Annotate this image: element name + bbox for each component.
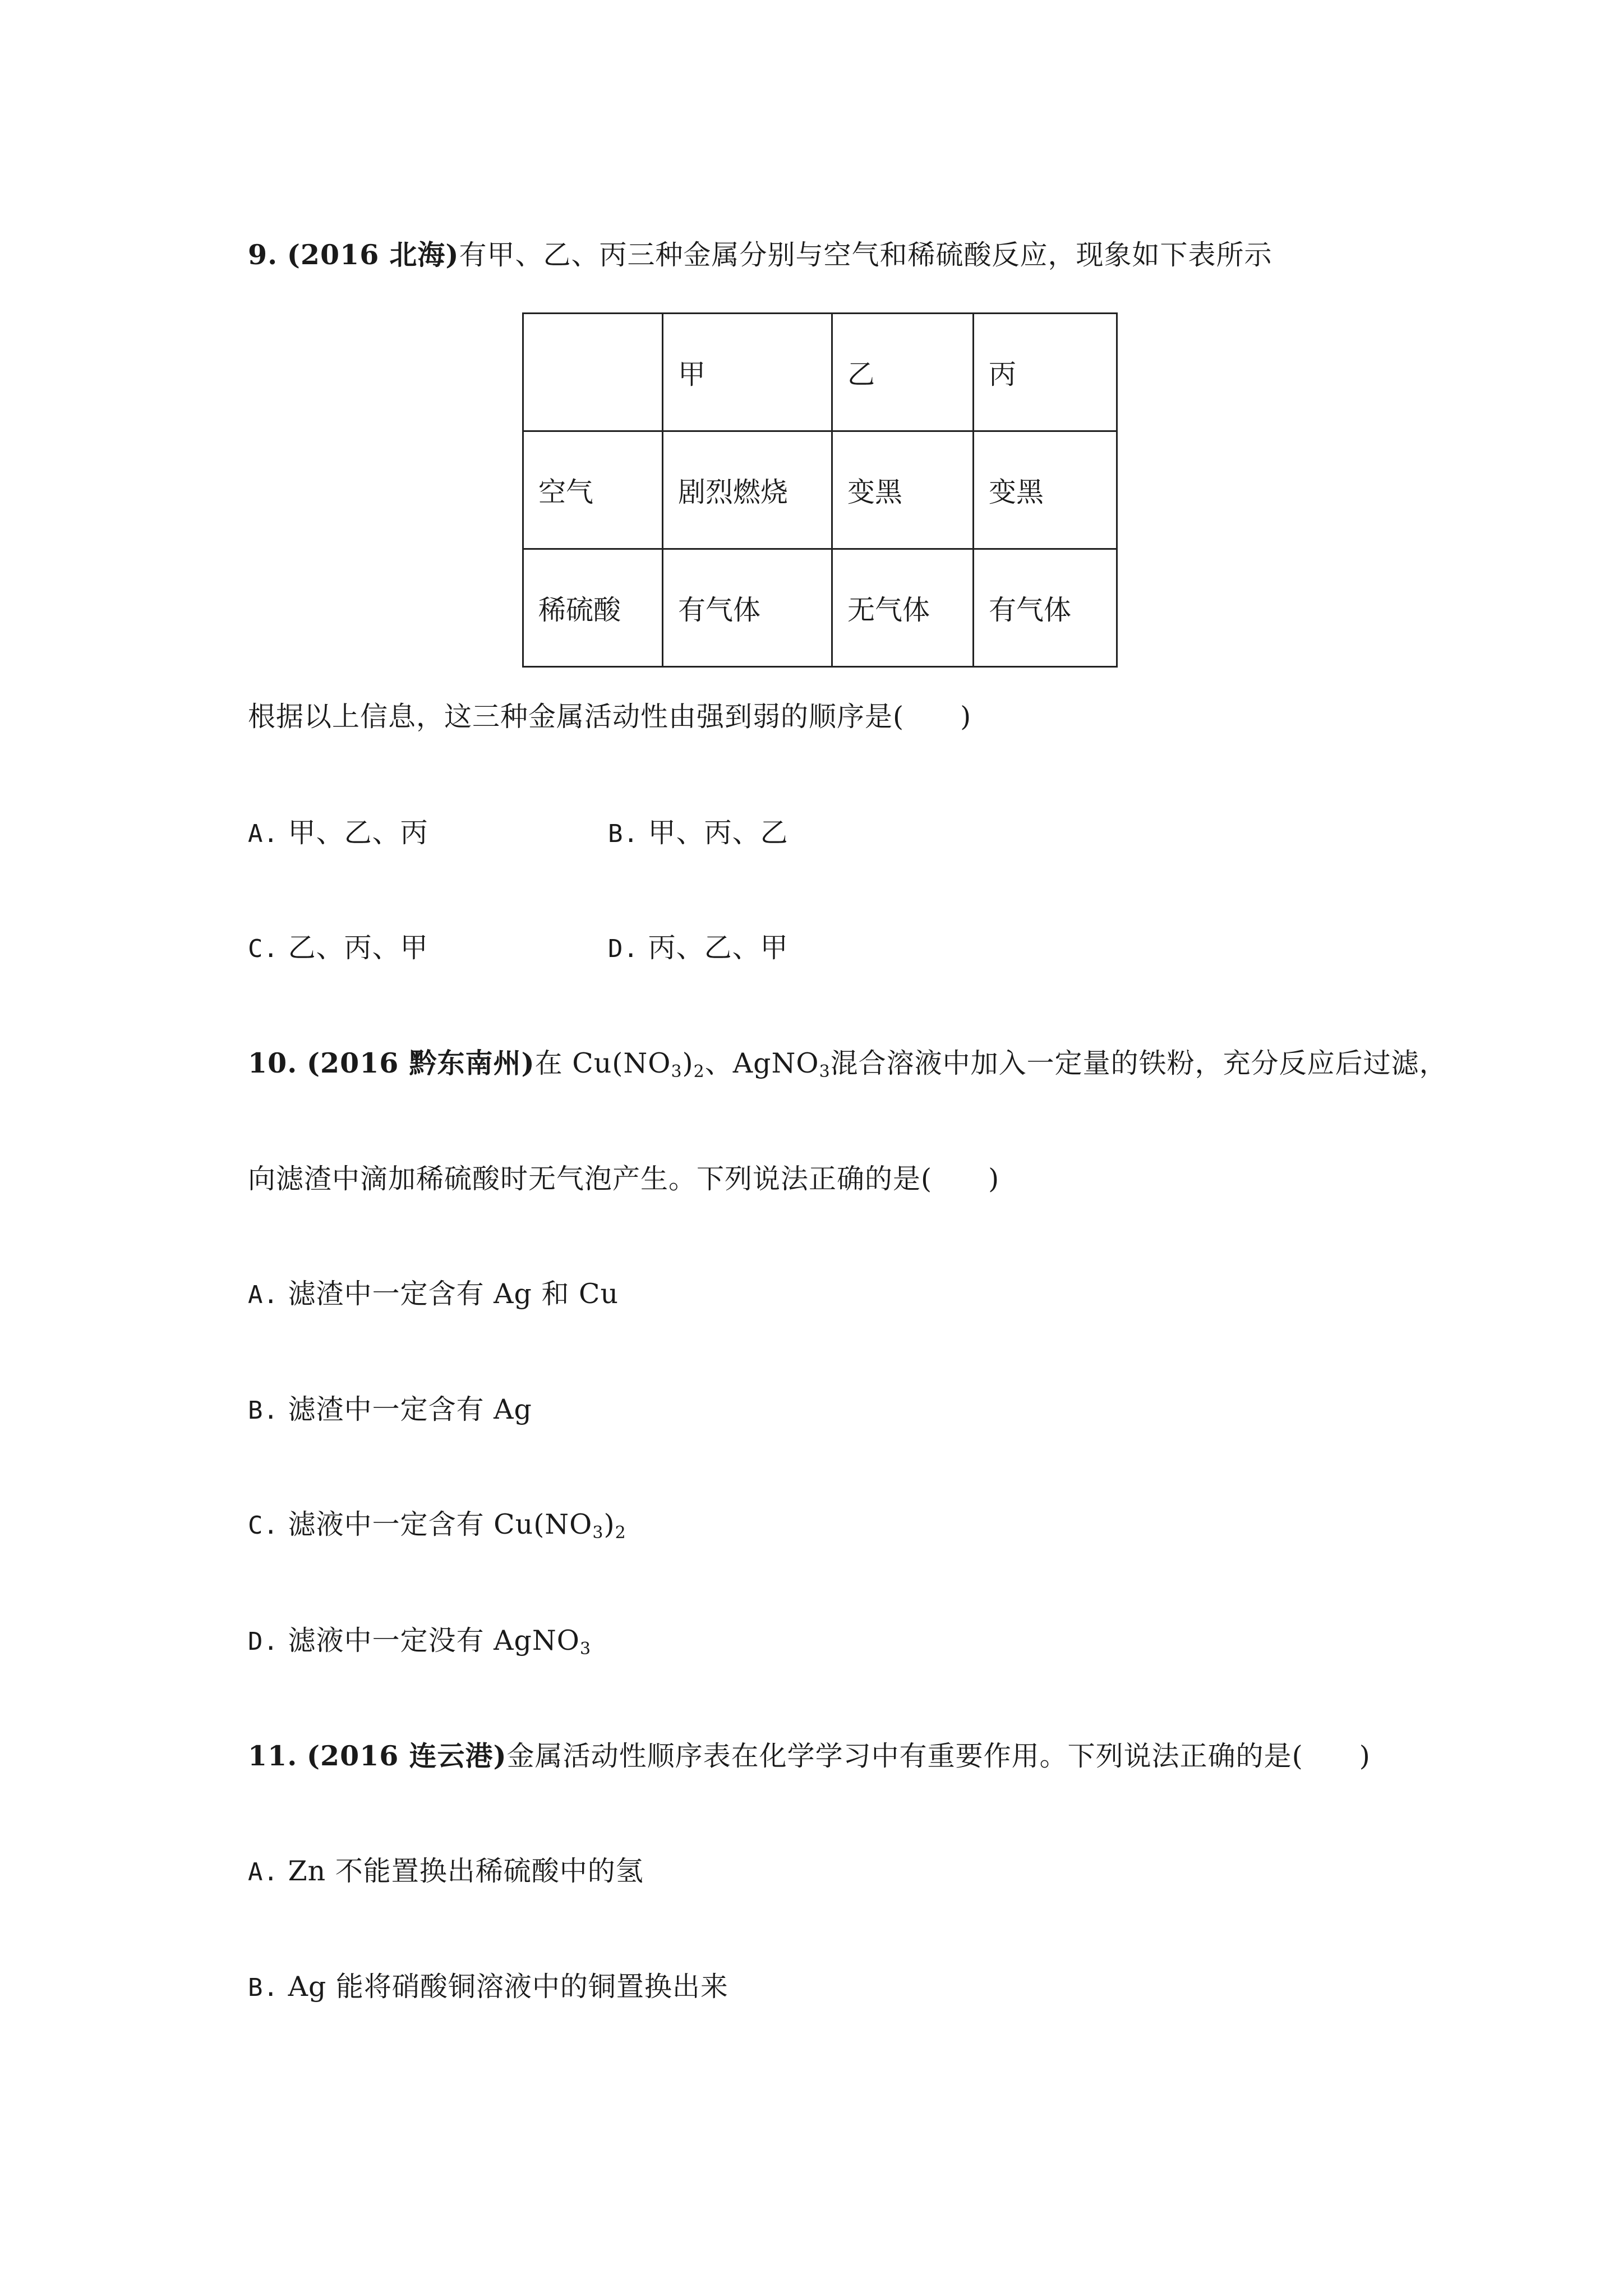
table-cell: 丙 bbox=[974, 314, 1117, 431]
option-c bbox=[248, 1508, 626, 1543]
table-cell bbox=[523, 314, 663, 431]
question-source: (2016 黔东南州) bbox=[306, 1047, 535, 1079]
subscript: 3 bbox=[579, 1639, 592, 1659]
question-10-stem bbox=[248, 1046, 1447, 1080]
question-number: 9. bbox=[248, 238, 278, 271]
option-letter: C. bbox=[248, 1511, 279, 1540]
option-text: 滤渣中一定含有 Ag bbox=[288, 1393, 532, 1425]
question-source: (2016 连云港) bbox=[306, 1740, 507, 1772]
question-text: 金属活动性顺序表在化学学习中有重要作用。下列说法正确的是( ) bbox=[506, 1740, 1371, 1772]
option-a bbox=[248, 1855, 644, 1889]
question-text: 有甲、乙、丙三种金属分别与空气和稀硫酸反应，现象如下表所示 bbox=[459, 239, 1272, 271]
option-text: ) bbox=[603, 1508, 615, 1540]
option-b bbox=[248, 1970, 728, 2005]
subscript: 2 bbox=[615, 1523, 626, 1543]
option-a bbox=[248, 816, 428, 851]
option-text: 丙、乙、甲 bbox=[648, 932, 789, 964]
option-letter: A. bbox=[248, 820, 279, 848]
option-a bbox=[248, 1277, 619, 1312]
option-b bbox=[248, 1393, 532, 1428]
question-9-stem bbox=[248, 238, 1272, 272]
table-cell: 变黑 bbox=[832, 431, 974, 549]
option-letter: B. bbox=[248, 1973, 279, 2002]
table-cell: 甲 bbox=[663, 314, 832, 431]
table-cell: 变黑 bbox=[974, 431, 1117, 549]
question-9-prompt: 根据以上信息，这三种金属活动性由强到弱的顺序是( ) bbox=[248, 701, 972, 733]
question-number: 11. bbox=[248, 1740, 298, 1772]
question-text: ) bbox=[682, 1047, 694, 1079]
option-b bbox=[608, 816, 789, 851]
option-text: 乙、丙、甲 bbox=[288, 932, 428, 964]
option-letter: D. bbox=[608, 935, 639, 963]
reaction-table bbox=[522, 312, 1118, 668]
option-text: 甲、乙、丙 bbox=[288, 817, 428, 849]
table-cell: 无气体 bbox=[832, 549, 974, 667]
table-cell: 剧烈燃烧 bbox=[663, 431, 832, 549]
option-letter: B. bbox=[248, 1396, 279, 1425]
option-letter: A. bbox=[248, 1281, 279, 1309]
option-text: 甲、丙、乙 bbox=[648, 817, 789, 849]
option-letter: A. bbox=[248, 1858, 279, 1887]
option-text: Zn 不能置换出稀硫酸中的氢 bbox=[288, 1855, 644, 1887]
question-text: 混合溶液中加入一定量的铁粉，充分反应后过滤， bbox=[830, 1047, 1447, 1079]
option-text: 滤液中一定含有 Cu(NO bbox=[288, 1508, 593, 1540]
table-header-row bbox=[523, 314, 1117, 431]
question-text: 、AgNO bbox=[704, 1047, 819, 1079]
subscript: 2 bbox=[693, 1062, 705, 1082]
table-cell: 有气体 bbox=[974, 549, 1117, 667]
option-letter: C. bbox=[248, 935, 279, 963]
table-row bbox=[523, 431, 1117, 549]
option-d bbox=[608, 931, 789, 966]
option-letter: D. bbox=[248, 1627, 279, 1656]
subscript: 3 bbox=[819, 1062, 831, 1082]
option-text: Ag 能将硝酸铜溶液中的铜置换出来 bbox=[288, 1971, 728, 2003]
option-text: 滤液中一定没有 AgNO bbox=[288, 1625, 580, 1657]
question-11-stem bbox=[248, 1739, 1371, 1773]
option-d bbox=[248, 1624, 591, 1659]
table-cell: 有气体 bbox=[663, 549, 832, 667]
option-letter: B. bbox=[608, 820, 639, 848]
subscript: 3 bbox=[592, 1523, 604, 1543]
question-10-stem-line2: 向滤渣中滴加稀硫酸时无气泡产生。下列说法正确的是( ) bbox=[248, 1163, 1000, 1195]
table-row bbox=[523, 549, 1117, 667]
table-cell: 稀硫酸 bbox=[523, 549, 663, 667]
table-cell: 空气 bbox=[523, 431, 663, 549]
subscript: 3 bbox=[671, 1062, 683, 1082]
question-number: 10. bbox=[248, 1047, 298, 1079]
option-c bbox=[248, 931, 428, 966]
question-text: 在 Cu(NO bbox=[534, 1047, 671, 1079]
option-text: 滤渣中一定含有 Ag 和 Cu bbox=[288, 1278, 619, 1310]
table-cell: 乙 bbox=[832, 314, 974, 431]
question-source: (2016 北海) bbox=[287, 238, 459, 271]
